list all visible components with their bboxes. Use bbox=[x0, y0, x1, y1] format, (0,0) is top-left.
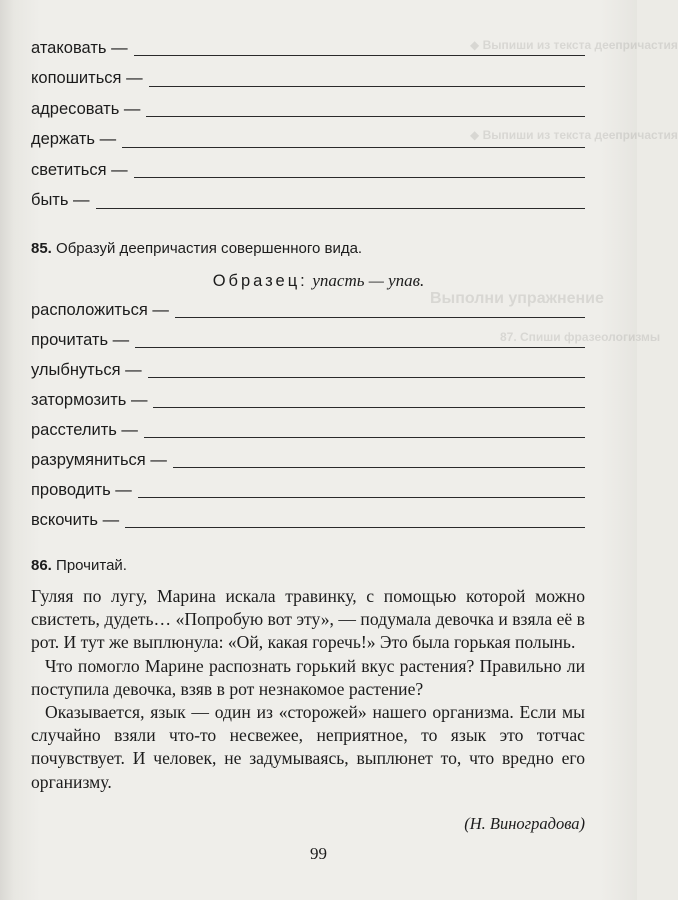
bleed-through: ◆ Выпиши из текста деепричастия bbox=[470, 128, 678, 142]
answer-line[interactable] bbox=[149, 85, 585, 87]
answer-line[interactable] bbox=[148, 376, 585, 378]
bleed-through: Выполни упражнение bbox=[430, 290, 604, 307]
answer-row bbox=[31, 97, 585, 121]
reading-text bbox=[31, 585, 585, 794]
task-86 bbox=[31, 557, 597, 574]
answer-row bbox=[31, 298, 585, 322]
answer-line[interactable] bbox=[175, 316, 585, 318]
verb-label: разрумяниться — bbox=[31, 450, 167, 469]
answer-row bbox=[31, 388, 585, 412]
verb-label: светиться — bbox=[31, 160, 128, 179]
task-number: 86. bbox=[31, 557, 52, 574]
sample-example: упасть — упав. bbox=[312, 271, 425, 290]
verb-label: расстелить — bbox=[31, 420, 138, 439]
answer-row bbox=[31, 128, 585, 152]
answer-line[interactable] bbox=[125, 526, 585, 528]
paragraph: Оказывается, язык — один из «сторожей» нашего организма. Если мы случайно взяли что-то несвежее, неприятное, то язык это тотчас почувствует. И человек, не задумываясь, выплюнет то, что вредно его организму. bbox=[31, 702, 585, 792]
answer-row bbox=[31, 67, 585, 91]
verb-label: улыбнуться — bbox=[31, 360, 142, 379]
answer-line[interactable] bbox=[138, 496, 585, 498]
answer-line[interactable] bbox=[144, 436, 585, 438]
answer-line[interactable] bbox=[135, 346, 585, 348]
verb-label: вскочить — bbox=[31, 510, 120, 529]
bleed-through: 87. Спиши фразеологизмы bbox=[500, 330, 661, 344]
answer-line[interactable] bbox=[134, 54, 585, 56]
answer-row bbox=[31, 189, 585, 213]
answer-line[interactable] bbox=[146, 115, 585, 117]
task-number: 85. bbox=[31, 240, 52, 257]
verb-label: затормозить — bbox=[31, 390, 148, 409]
answer-row bbox=[31, 328, 585, 352]
verb-label: атаковать — bbox=[31, 38, 128, 57]
answer-row bbox=[31, 36, 585, 60]
verb-label: адресовать — bbox=[31, 99, 141, 118]
sample bbox=[0, 271, 637, 291]
verb-label: проводить — bbox=[31, 480, 132, 499]
paragraph: Что помогло Марине распознать горький вкус растения? Правильно ли поступила девочка, взяв в рот незнакомое растение? bbox=[31, 655, 585, 699]
answer-line[interactable] bbox=[134, 176, 585, 178]
verb-label: расположиться — bbox=[31, 300, 169, 319]
answer-row bbox=[31, 358, 585, 382]
answer-line[interactable] bbox=[96, 207, 585, 209]
answer-row bbox=[31, 418, 585, 442]
answer-line[interactable] bbox=[122, 146, 585, 148]
bleed-through: ◆ Выпиши из текста деепричастия bbox=[470, 38, 678, 52]
verb-label: прочитать — bbox=[31, 330, 130, 349]
answer-row bbox=[31, 158, 585, 182]
sample-label: Образец: bbox=[212, 272, 308, 290]
task-85 bbox=[31, 240, 597, 257]
author: (Н. Виноградова) bbox=[464, 814, 585, 833]
answer-row bbox=[31, 478, 585, 502]
answer-row bbox=[31, 508, 585, 532]
answer-row bbox=[31, 448, 585, 472]
answer-line[interactable] bbox=[153, 406, 585, 408]
page-number: 99 bbox=[310, 844, 327, 863]
task-text: Образуй деепричастия совершенного вида. bbox=[56, 240, 363, 257]
answer-line[interactable] bbox=[173, 466, 585, 468]
verb-label: копошиться — bbox=[31, 69, 143, 87]
task-text: Прочитай. bbox=[56, 557, 127, 574]
verb-label: быть — bbox=[31, 191, 90, 209]
paragraph: Гуляя по лугу, Марина искала травинку, с помощью которой можно свистеть, дудеть… «Попробую вот эту», — подумала девочка и взяла её в рот. И тут же выплюнула: «Ой, какая горечь!» Это была горькая полынь. bbox=[31, 586, 585, 653]
verb-label: держать — bbox=[31, 130, 117, 148]
